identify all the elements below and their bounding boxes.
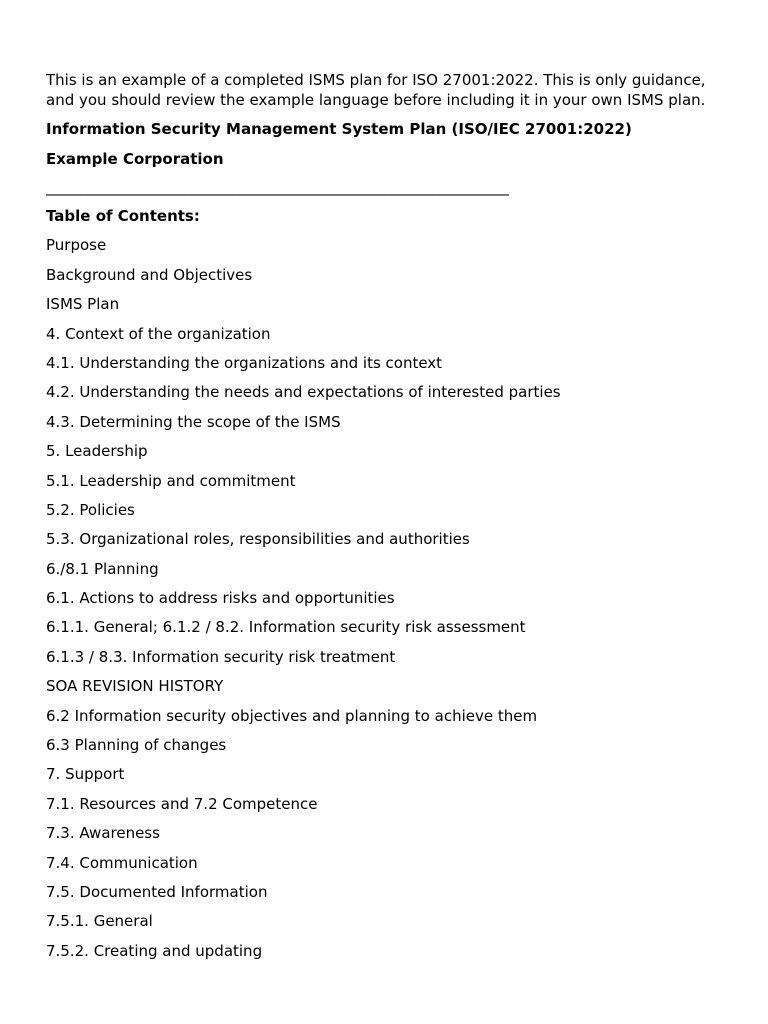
toc-item-support[interactable]: 7. Support: [46, 765, 125, 784]
toc-item-context[interactable]: 4. Context of the organization: [46, 324, 271, 343]
toc-item-background[interactable]: Background and Objectives: [46, 265, 253, 284]
toc-item-5-2[interactable]: 5.2. Policies: [46, 500, 135, 519]
toc-item-planning[interactable]: 6./8.1 Planning: [46, 559, 159, 578]
toc-heading: Table of Contents:: [46, 207, 200, 225]
toc-item-7-4[interactable]: 7.4. Communication: [46, 853, 198, 872]
toc-item-6-2[interactable]: 6.2 Information security objectives and planning to achieve them: [46, 706, 538, 725]
toc-item-5-1[interactable]: 5.1. Leadership and commitment: [46, 471, 296, 490]
document-title: Information Security Management System Plan (ISO/IEC 27001:2022): [46, 120, 632, 138]
toc-item-6-1-3[interactable]: 6.1.3 / 8.3. Information security risk treatment: [46, 647, 396, 666]
toc-item-4-3[interactable]: 4.3. Determining the scope of the ISMS: [46, 412, 341, 431]
toc-item-4-1[interactable]: 4.1. Understanding the organizations and its context: [46, 353, 443, 372]
toc-item-4-2[interactable]: 4.2. Understanding the needs and expectations of interested parties: [46, 383, 561, 402]
separator-line: ___________________________________________________________________: [46, 177, 509, 196]
toc-item-7-5[interactable]: 7.5. Documented Information: [46, 882, 268, 901]
toc-item-purpose[interactable]: Purpose: [46, 236, 107, 255]
intro-paragraph: This is an example of a completed ISMS plan for ISO 27001:2022. This is only guidance, and you should review the example language before including it in your own ISMS plan.: [46, 71, 706, 109]
toc-item-isms-plan[interactable]: ISMS Plan: [46, 295, 120, 314]
toc-item-6-3[interactable]: 6.3 Planning of changes: [46, 736, 227, 755]
toc-item-6-1-1[interactable]: 6.1.1. General; 6.1.2 / 8.2. Information security risk assessment: [46, 618, 526, 637]
toc-item-soa-revision-history[interactable]: SOA REVISION HISTORY: [46, 677, 224, 696]
toc-item-7-1[interactable]: 7.1. Resources and 7.2 Competence: [46, 794, 318, 813]
document-page: [46, 71, 726, 961]
toc-item-7-3[interactable]: 7.3. Awareness: [46, 824, 160, 843]
toc-item-7-5-2[interactable]: 7.5.2. Creating and updating: [46, 941, 263, 960]
toc-item-leadership[interactable]: 5. Leadership: [46, 442, 148, 461]
toc-item-6-1[interactable]: 6.1. Actions to address risks and opportunities: [46, 589, 395, 608]
toc-item-5-3[interactable]: 5.3. Organizational roles, responsibilities and authorities: [46, 530, 470, 549]
table-of-contents: [46, 236, 726, 960]
toc-item-7-5-1[interactable]: 7.5.1. General: [46, 912, 153, 931]
company-name: Example Corporation: [46, 149, 224, 168]
